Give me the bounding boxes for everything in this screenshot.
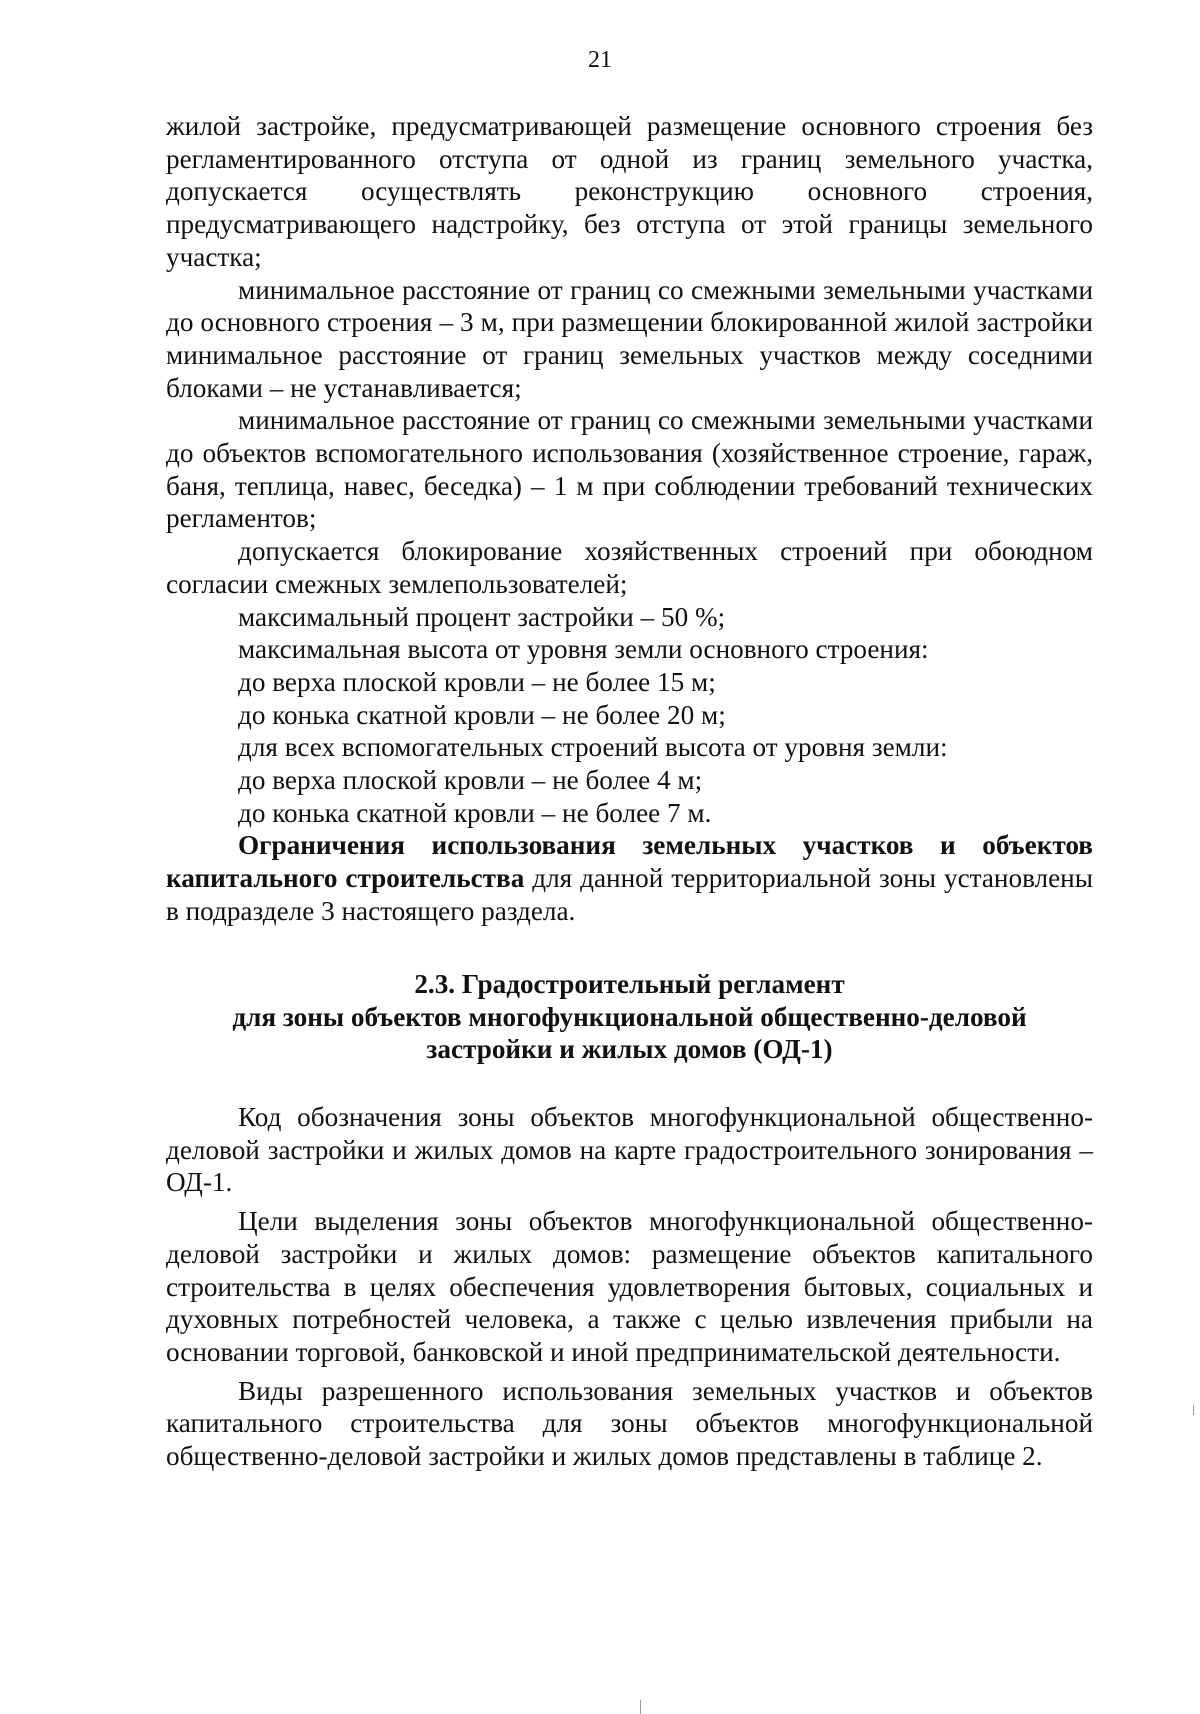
zone-description-section — [166, 1101, 1093, 1479]
heading-line: 2.3. Градостроительный регламент — [414, 969, 845, 999]
section-heading — [166, 968, 1093, 1066]
page-number: 21 — [588, 47, 612, 73]
paragraph: до конька скатной кровли – не более 20 м; — [238, 699, 726, 730]
paragraph: максимальный процент застройки – 50 %; — [238, 601, 726, 632]
restriction-bold-text: Ограничения использования земельных участков и объектов капитального строительства — [166, 830, 1093, 894]
paragraph: до верха плоской кровли – не более 4 м; — [238, 765, 703, 796]
paragraph: Код обозначения зоны объектов многофункциональной общественно-деловой застройки и жилых домов на карте градостроительного зонирования – ОД-1. — [166, 1102, 1093, 1198]
paragraph: для всех вспомогательных строений высота от уровня земли: — [238, 732, 948, 763]
paragraph: минимальное расстояние от границ со смежными земельными участками до основного строения – 3 м, при размещении блокированной жилой застройки минимальное расстояние от границ земельных участков между соседними блоками – не устанавливается; — [166, 274, 1093, 403]
paragraph: Виды разрешенного использования земельных участков и объектов капитального строительства для зоны объектов многофункциональной общественно-деловой застройки и жилых домов представлены в таблице 2. — [166, 1375, 1093, 1472]
paragraph: допускается блокирование хозяйственных строений при обоюдном согласии смежных землепользователей; — [166, 536, 1093, 599]
restriction-text: для данной территориальной зоны установлены в подразделе 3 настоящего раздела. — [166, 863, 1094, 926]
scan-artifact — [1193, 1405, 1194, 1415]
paragraph: до конька скатной кровли – не более 7 м. — [238, 797, 712, 828]
paragraph: Цели выделения зоны объектов многофункциональной общественно-деловой застройки и жилых домов: размещение объектов капитального строительства в целях обеспечения удовлетворения бытовых, социальных и духовных потребностей человека, а также с целью извлечения прибыли на основании торговой, банковской и иной предпринимательской деятельности. — [166, 1206, 1093, 1367]
paragraph: жилой застройке, предусматривающей размещение основного строения без регламентированного отступа от одной из границ земельного участка, допускается осуществлять реконструкцию основного строения, предусматривающего надстройку, без отступа от этой границы земельного участка; — [166, 111, 1093, 272]
heading-line: застройки и жилых домов (ОД-1) — [426, 1034, 833, 1065]
restriction-paragraph — [166, 829, 1093, 927]
heading-line: для зоны объектов многофункциональной общественно-деловой — [232, 1001, 1027, 1032]
paragraph: до верха плоской кровли – не более 15 м; — [238, 666, 716, 697]
paragraph: максимальная высота от уровня земли основного строения: — [238, 634, 929, 665]
regulation-text-section — [166, 110, 1093, 928]
paragraph: минимальное расстояние от границ со смежными земельными участками до объектов вспомогательного использования (хозяйственное строение, гараж, баня, теплица, навес, беседка) – 1 м при соблюдении требований технических регламентов; — [166, 405, 1093, 534]
scan-artifact — [640, 1700, 641, 1714]
